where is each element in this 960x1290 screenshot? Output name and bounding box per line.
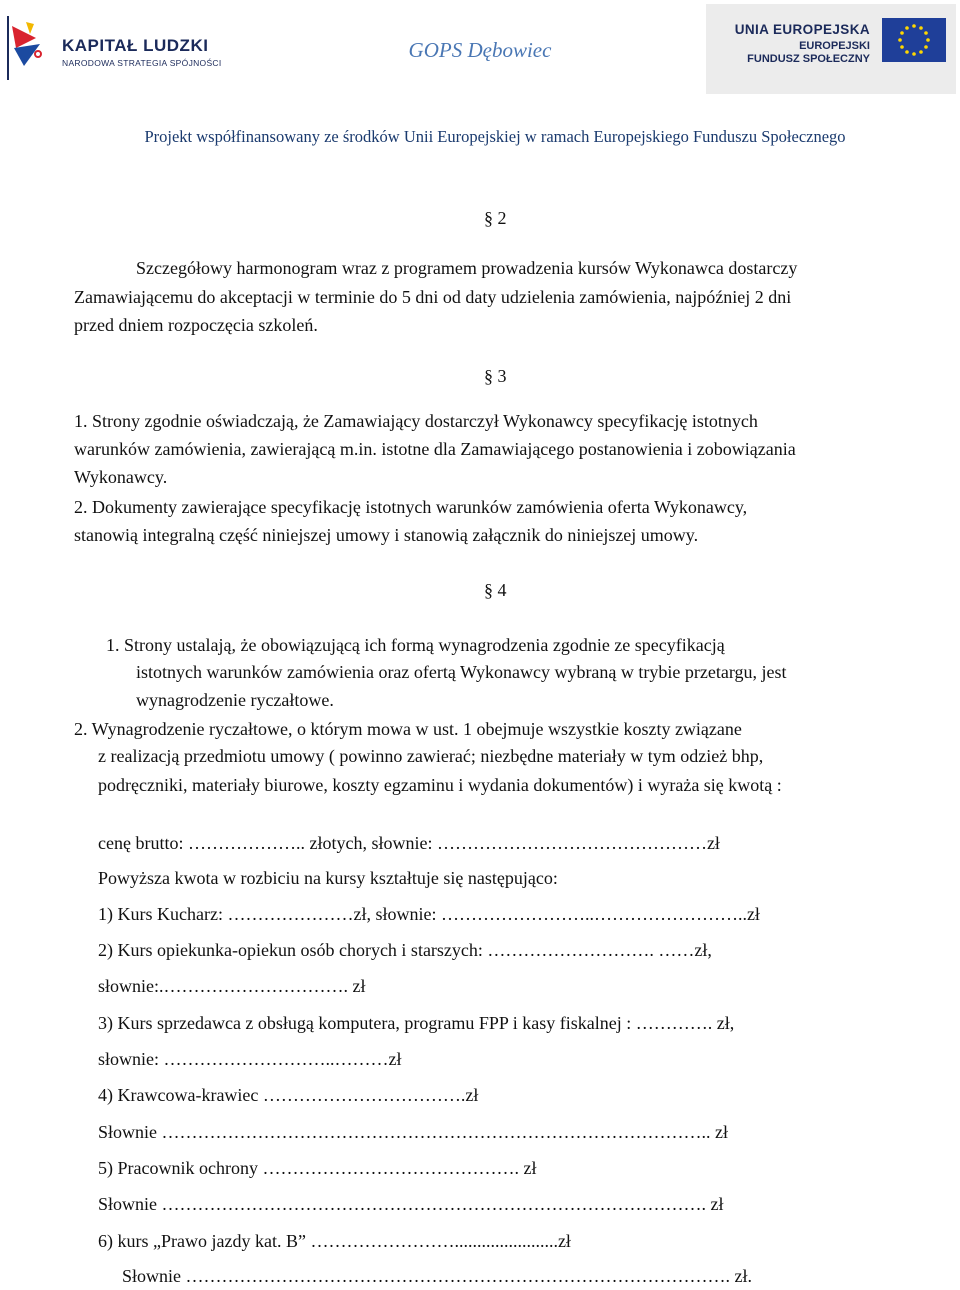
section-3-line: warunków zamówienia, zawierającą m.in. istotne dla Zamawiającego postanowienia i zobowiązania <box>74 439 796 459</box>
price-form-line: 4) Krawcowa-krawiec …………………………….zł <box>98 1085 479 1105</box>
section-2-line: Szczegółowy harmonogram wraz z programem prowadzenia kursów Wykonawca dostarczy <box>136 258 798 278</box>
price-form-line: 6) kurs „Prawo jazdy kat. B” …………………….......................zł <box>98 1231 571 1251</box>
project-cofinancing-line: Projekt współfinansowany ze środków Unii Europejskiej w ramach Europejskiego Funduszu Społecznego <box>144 127 846 146</box>
section-3-heading: § 3 <box>484 366 507 386</box>
section-4-line: 1. Strony ustalają, że obowiązującą ich formą wynagrodzenia zgodnie ze specyfikacją <box>106 635 725 655</box>
eu-fund-logo <box>706 4 956 94</box>
price-form-line: słownie: ………………………..………zł <box>98 1049 402 1069</box>
price-form-line: Słownie ………………………………………………………………………………. zł <box>98 1194 724 1214</box>
section-4-heading: § 4 <box>484 580 507 600</box>
section-4-line: istotnych warunków zamówienia oraz ofertą Wykonawcy wybraną w trybie przetargu, jest <box>136 662 787 682</box>
section-2-heading: § 2 <box>484 208 507 228</box>
eu-logo-line1: UNIA EUROPEJSKA <box>734 22 870 37</box>
kapital-ludzki-title: KAPITAŁ LUDZKI <box>62 36 209 55</box>
price-form-line: 3) Kurs sprzedawca z obsługą komputera, programu FPP i kasy fiskalnej : …………. zł, <box>98 1013 735 1033</box>
section-3-line: 1. Strony zgodnie oświadczają, że Zamawiający dostarczył Wykonawcy specyfikację istotnych <box>74 411 758 431</box>
price-form-line: słownie:.…………………………. zł <box>98 976 366 996</box>
site-title: GOPS Dębowiec <box>408 38 552 62</box>
price-form-line: 1) Kurs Kucharz: …………………zł, słownie: ……………………..……………………..zł <box>98 904 760 924</box>
section-4-line: 2. Wynagrodzenie ryczałtowe, o którym mowa w ust. 1 obejmuje wszystkie koszty związane <box>74 719 742 739</box>
section-4-line: podręczniki, materiały biurowe, koszty egzaminu i wydania dokumentów) i wyraża się kwotą : <box>98 775 782 795</box>
section-3-line: 2. Dokumenty zawierające specyfikację istotnych warunków zamówienia oferta Wykonawcy, <box>74 497 748 517</box>
section-3-line: stanowią integralną część niniejszej umowy i stanowią załącznik do niniejszej umowy. <box>74 525 699 545</box>
eu-fund-logo-text <box>720 22 870 65</box>
price-form-line: 2) Kurs opiekunka-opiekun osób chorych i starszych: ………………………. ……zł, <box>98 940 712 960</box>
price-form-line: cenę brutto: ……………….. złotych, słownie: ………………………………………zł <box>98 833 720 853</box>
price-form-line: Powyższa kwota w rozbiciu na kursy kształtuje się następująco: <box>98 868 558 888</box>
section-3-line: Wykonawcy. <box>74 467 168 487</box>
section-2-line: przed dniem rozpoczęcia szkoleń. <box>74 315 318 335</box>
section-2-line: Zamawiającemu do akceptacji w terminie do 5 dni od daty udzielenia zamówienia, najpóźniej 2 dni <box>74 287 792 307</box>
section-4-line: z realizacją przedmiotu umowy ( powinno zawierać; niezbędne materiały w tym odzież bhp, <box>98 746 764 766</box>
price-form-line: 5) Pracownik ochrony ……………………………………. zł <box>98 1158 537 1178</box>
eu-logo-line3: FUNDUSZ SPOŁECZNY <box>747 53 870 65</box>
price-form-line: Słownie ………………………………………………………………………………. zł. <box>122 1266 752 1286</box>
kapital-ludzki-subtitle: NARODOWA STRATEGIA SPÓJNOŚCI <box>62 58 222 68</box>
price-form-line: Słownie ……………………………………………………………………………….. zł <box>98 1122 728 1142</box>
eu-flag-icon <box>882 18 946 62</box>
eu-logo-line2: EUROPEJSKI <box>799 40 870 52</box>
section-4-line: wynagrodzenie ryczałtowe. <box>136 690 334 710</box>
